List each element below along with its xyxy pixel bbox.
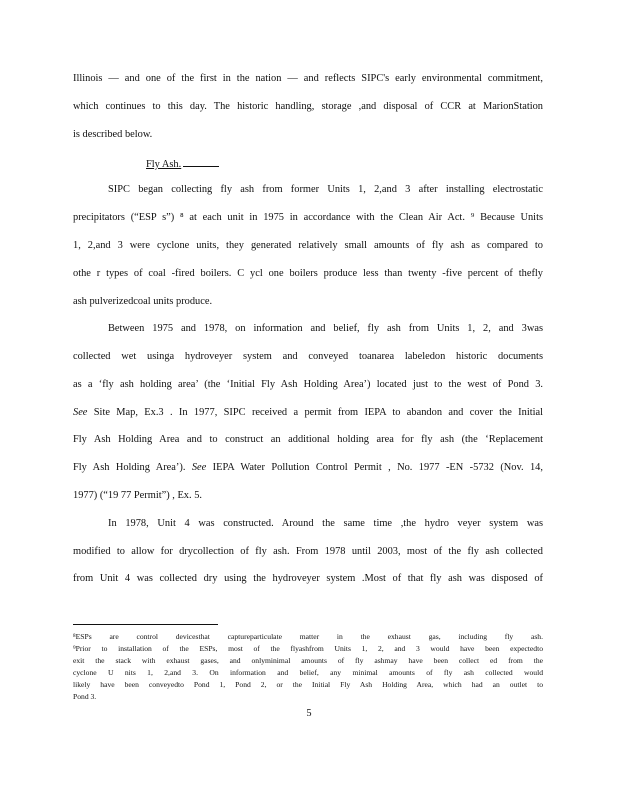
para2-line: 1977) (“19 77 Permit”) , Ex. 5. bbox=[73, 490, 202, 501]
para2-line bbox=[73, 407, 543, 418]
para3-line: modified to allow for drycollection of fly ash. From 1978 until 2003, most of the fly ash collected bbox=[73, 546, 543, 557]
para3-line: from Unit 4 was collected dry using the hydroveyer system .Most of that fly ash was disposed of bbox=[73, 573, 543, 584]
section-heading bbox=[146, 157, 219, 170]
para2-line-text: Site Map, Ex.3 . In 1977, SIPC received a permit from IEPA to abandon and cover the Initial bbox=[87, 407, 543, 418]
para2-line-text: IEPA Water Pollution Control Permit , No. 1977 -EN -5732 (Nov. 14, bbox=[206, 462, 543, 473]
body-line: which continues to this day. The historic handling, storage ,and disposal of CCR at MarionStation bbox=[73, 101, 543, 112]
body-line: is described below. bbox=[73, 129, 153, 140]
para1-line: SIPC began collecting fly ash from former Units 1, 2,and 3 after installing electrostatic bbox=[108, 184, 543, 195]
see-signal: See bbox=[191, 462, 207, 473]
footnote-9-line: cyclone U nits 1, 2,and 3. On information and belief, any minimal amounts of fly ash collected would bbox=[73, 668, 543, 677]
para1-line: othe r types of coal -fired boilers. C ycl one boilers produce less than twenty -five percent of thefly bbox=[73, 268, 543, 279]
heading-underline-blank bbox=[183, 157, 219, 167]
para1-line: precipitators (“ESP s”) ⁸ at each unit in 1975 in accordance with the Clean Air Act. ⁹ Because Units bbox=[73, 212, 543, 223]
body-line: Illinois — and one of the first in the nation — and reflects SIPC's early environmental commitment, bbox=[73, 73, 543, 84]
para2-line: collected wet usinga hydroveyer system and conveyed toanarea labeledon historic documents bbox=[73, 351, 543, 362]
footnote-8: ⁸ESPs are control devicesthat captureparticulate matter in the exhaust gas, including fly ash. bbox=[73, 632, 543, 641]
para1-line: ash pulverizedcoal units produce. bbox=[73, 296, 213, 307]
page-number: 5 bbox=[306, 708, 312, 719]
para1-line: 1, 2,and 3 were cyclone units, they generated relatively small amounts of fly ash as compared to bbox=[73, 240, 543, 251]
footnote-9-line: Pond 3. bbox=[73, 692, 97, 701]
para2-line: Fly Ash Holding Area and to construct an additional holding area for fly ash (the ‘Replacement bbox=[73, 434, 543, 445]
see-signal: See bbox=[73, 407, 88, 418]
footnote-9-line: ⁹Prior to installation of the ESPs, most of the flyashfrom Units 1, 2, and 3 would have been expectedto bbox=[73, 644, 543, 653]
footnote-9-line: likely have been conveyedto Pond 1, Pond 2, or the Initial Fly Ash Holding Area, which had an outlet to bbox=[73, 680, 543, 689]
para2-line: Between 1975 and 1978, on information and belief, fly ash from Units 1, 2, and 3was bbox=[108, 323, 543, 334]
para2-line bbox=[73, 462, 543, 473]
para2-line: as a ‘fly ash holding area’ (the ‘Initial Fly Ash Holding Area’) located just to the west of Pond 3. bbox=[73, 379, 543, 390]
section-heading-text: Fly Ash. bbox=[146, 159, 182, 170]
footnote-separator bbox=[73, 624, 218, 625]
para2-line-text: Fly Ash Holding Area’). bbox=[73, 462, 192, 473]
footnote-9-line: exit the stack with exhaust gases, and onlyminimal amounts of fly ashmay have been collect ed from the bbox=[73, 656, 543, 665]
para3-line: In 1978, Unit 4 was constructed. Around the same time ,the hydro veyer system was bbox=[108, 518, 543, 529]
